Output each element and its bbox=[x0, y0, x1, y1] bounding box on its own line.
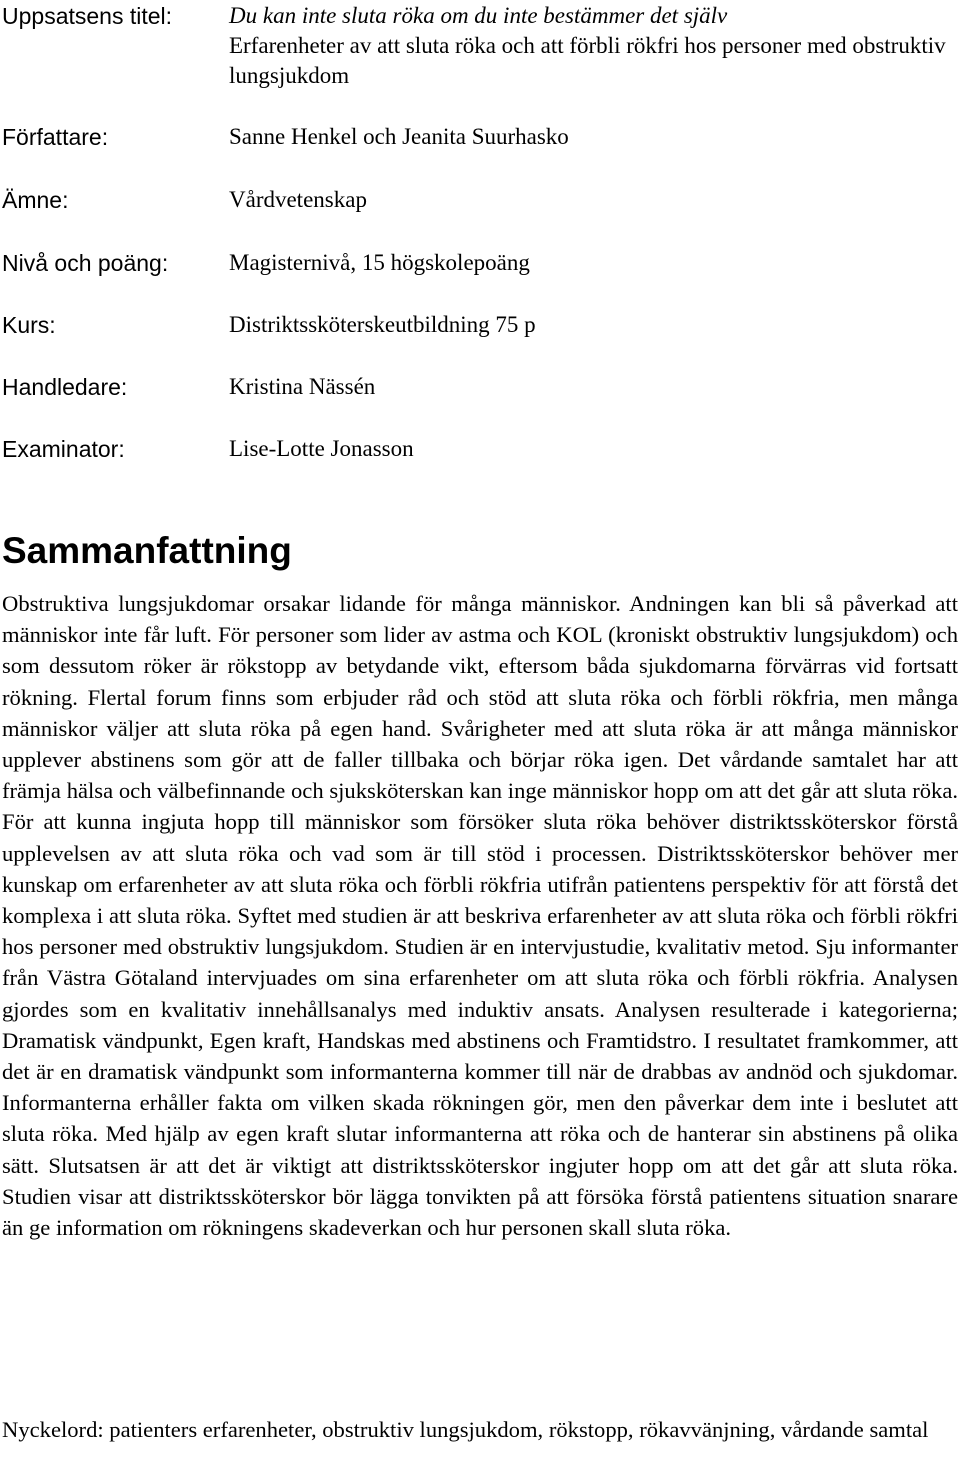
authors-value: Sanne Henkel och Jeanita Suurhasko bbox=[229, 124, 569, 149]
supervisor-label: Handledare: bbox=[2, 374, 128, 400]
examiner-value: Lise-Lotte Jonasson bbox=[229, 436, 414, 461]
authors-label: Författare: bbox=[2, 124, 109, 150]
course-label: Kurs: bbox=[2, 312, 56, 338]
thesis-title: Du kan inte sluta röka om du inte bestämmer det själv bbox=[229, 3, 728, 28]
keywords: Nyckelord: patienters erfarenheter, obstruktiv lungsjukdom, rökstopp, rökavvänjning, vårdande samtal bbox=[2, 1417, 929, 1442]
subject-value: Vårdvetenskap bbox=[229, 187, 367, 212]
examiner-label: Examinator: bbox=[2, 436, 125, 462]
supervisor-value: Kristina Nässén bbox=[229, 374, 376, 399]
summary-heading: Sammanfattning bbox=[2, 530, 292, 571]
subject-label: Ämne: bbox=[2, 187, 69, 213]
level-value: Magisternivå, 15 högskolepoäng bbox=[229, 250, 530, 275]
summary-text: Obstruktiva lungsjukdomar orsakar lidande för många människor. Andningen kan bli så påverkad att människor inte får luft. För personer som lider av astma och KOL (kroniskt obstruktiv lungsjukdom) och som dessutom röker är rökstopp av betydande vikt, eftersom båda sjukdomarna förvärras vid fortsatt rökning. Flertal forum finns som erbjuder råd och stöd att sluta röka och förbli rökfria, men många människor väljer att sluta röka på egen hand. Svårigheter med att sluta röka är att många människor upplever abstinens som gör att de faller tillbaka och börjar röka igen. Det vårdande samtalet har att främja hälsa och välbefinnande och sjuksköterskan kan inge människor hopp om att det går att sluta röka. För att kunna ingjuta hopp till människor som försöker sluta röka behöver distriktssköterskor förstå upplevelsen av att sluta röka och vad som är till stöd i processen. Distriktssköterskor behöver mer kunskap om erfarenheter av att sluta röka och förbli rökfria utifrån patientens perspektiv för att förstå det komplexa i att sluta röka. Syftet med studien är att beskriva erfarenheter av att sluta röka och förbli rökfri hos personer med obstruktiv lungsjukdom. Studien är en intervjustudie, kvalitativ metod. Sju informanter från Västra Götaland intervjuades om sina erfarenheter om att sluta röka och förbli rökfria. Analysen gjordes som en kvalitativ innehållsanalys med induktiv ansats. Analysen resulterade i kategorierna; Dramatisk vändpunkt, Egen kraft, Handskas med abstinens och Framtidstro. I resultatet framkommer, att det är en dramatisk vändpunkt som informanterna kommer till när de drabbas av andnöd och sjukdomar. Informanterna erhåller fakta om vilken skada rökningen gör, men den påverkar dem inte i beslutet att sluta röka. Med hjälp av egen kraft slutar informanterna att röka och de hanterar sin abstinens på olika sätt. Slutsatsen är att det är viktigt att distriktssköterskor ingjuter hopp om att det går att sluta röka. Studien visar att distriktssköterskor bör lägga tonvikten på att försöka förstå patientens situation snarare än ge information om rökningens skadeverkan och hur personen skall sluta röka. bbox=[2, 591, 958, 1241]
thesis-subtitle: Erfarenheter av att sluta röka och att förbli rökfri hos personer med obstruktiv lungsjukdom bbox=[229, 33, 946, 88]
level-label: Nivå och poäng: bbox=[2, 250, 169, 276]
course-value: Distriktssköterskeutbildning 75 p bbox=[229, 312, 536, 337]
title-label: Uppsatsens titel: bbox=[2, 3, 173, 29]
title-value bbox=[229, 1, 949, 91]
